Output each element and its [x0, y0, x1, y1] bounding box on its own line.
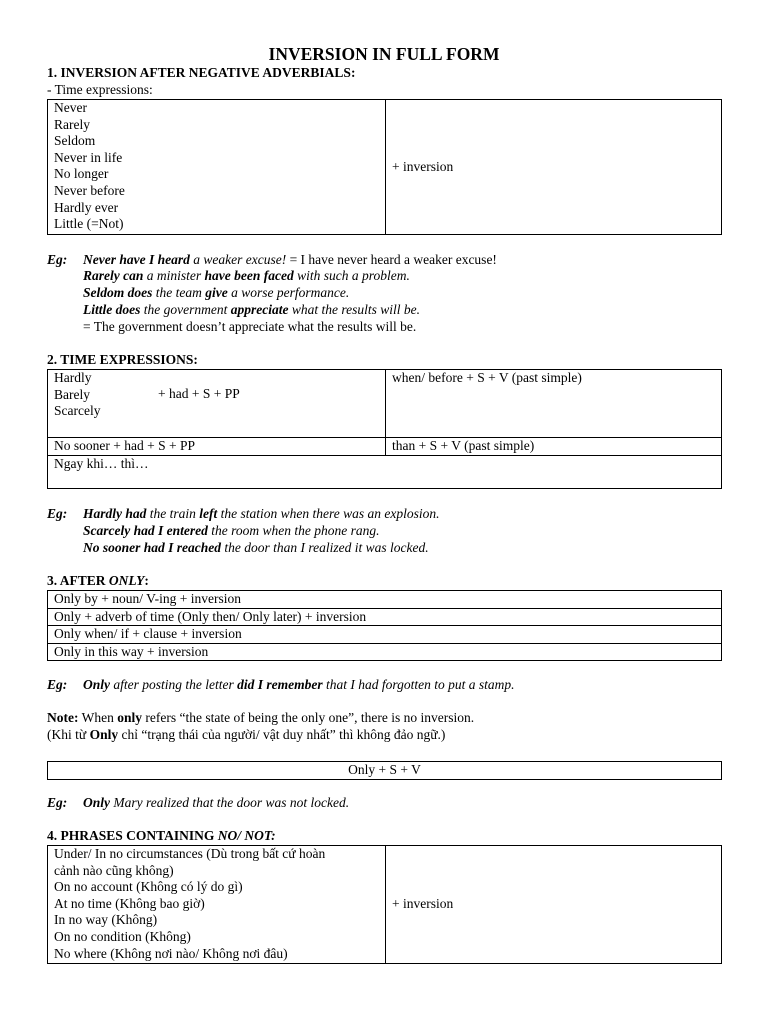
example-line: [83, 523, 379, 540]
note-line-vi: [47, 727, 445, 744]
time-expr-item: Hardly: [54, 370, 92, 385]
example-text: a worse performance.: [227, 285, 350, 300]
section-2-heading: 2. TIME EXPRESSIONS:: [47, 352, 198, 367]
emphasis: No sooner had I reached: [83, 540, 222, 555]
example-text: a weaker excuse!: [189, 252, 287, 267]
example-line: = The government doesn’t appreciate what the results will be.: [83, 319, 417, 334]
adverbial-item: Little (=Not): [54, 216, 124, 232]
emphasis: Hardly had: [83, 506, 147, 521]
phrase-item: No where (Không nơi nào/ Không nơi đâu): [54, 945, 288, 961]
example-text: the station when there was an explosion.: [217, 506, 440, 521]
meaning-cell: Ngay khi… thì…: [48, 456, 722, 489]
section-2-table: [47, 369, 722, 489]
example-text: the government: [140, 302, 231, 317]
emphasis: Only: [83, 795, 110, 810]
emphasis: appreciate: [230, 302, 289, 317]
section-1-table: [47, 99, 722, 235]
than-cell: than + S + V (past simple): [386, 438, 722, 456]
example-line: [83, 795, 349, 812]
phrase-item: In no way (Không): [54, 912, 158, 928]
eg-label: Eg:: [47, 506, 68, 521]
only-formula: Only + S + V: [48, 762, 722, 780]
heading-emphasis: NO/ NOT:: [217, 828, 276, 843]
section-1-heading: 1. INVERSION AFTER NEGATIVE ADVERBIALS:: [47, 65, 356, 80]
adverbial-item: Hardly ever: [54, 199, 119, 215]
emphasis: Little does: [83, 302, 141, 317]
phrase-item: cảnh nào cũng không): [54, 862, 174, 878]
heading-text: 4. PHRASES CONTAINING: [47, 828, 218, 843]
section-1-subheading: - Time expressions:: [47, 82, 153, 97]
note-text: When: [78, 710, 118, 725]
note-emphasis: Only: [89, 727, 119, 742]
phrase-item: On no condition (Không): [54, 928, 191, 944]
example-text: that I had forgotten to put a stamp.: [322, 677, 515, 692]
time-expr-item: Barely: [54, 386, 90, 402]
adverbial-item: Never before: [54, 182, 125, 198]
emphasis: did I remember: [237, 677, 323, 692]
heading-emphasis: ONLY: [108, 573, 145, 588]
page-title: INVERSION IN FULL FORM: [268, 44, 500, 64]
example-text: the room when the phone rang.: [207, 523, 380, 538]
only-rule-row: Only by + noun/ V-ing + inversion: [48, 591, 722, 609]
example-text: with such a problem.: [293, 268, 410, 283]
adverbials-cell: [48, 100, 386, 235]
adverbial-item: No longer: [54, 166, 109, 182]
example-text: the team: [152, 285, 206, 300]
example-line: [83, 677, 515, 694]
time-expr-item: Scarcely: [54, 403, 101, 419]
example-text: what the results will be.: [288, 302, 420, 317]
emphasis: give: [205, 285, 228, 300]
note-label: Note:: [47, 710, 79, 725]
section-3-heading: [47, 573, 149, 590]
section-4-heading: [47, 828, 276, 845]
emphasis: Never have I heard: [83, 252, 190, 267]
note-text: refers “the state of being the only one”, there is no inversion.: [142, 710, 475, 725]
note-emphasis: only: [117, 710, 142, 725]
heading-text: :: [144, 573, 149, 588]
example-line: [83, 285, 349, 302]
when-before-cell: when/ before + S + V (past simple): [386, 370, 722, 438]
example-text: = I have never heard a weaker excuse!: [286, 252, 497, 267]
eg-label: Eg:: [47, 677, 68, 692]
emphasis: Seldom does: [83, 285, 153, 300]
section-4-table: [47, 845, 722, 964]
only-rule-row: Only in this way + inversion: [48, 643, 722, 661]
only-rule-row: Only + adverb of time (Only then/ Only later) + inversion: [48, 608, 722, 626]
example-text: the train: [146, 506, 200, 521]
section-3-table: [47, 590, 722, 661]
example-line: [83, 252, 497, 269]
only-formula-table: [47, 761, 722, 780]
example-text: after posting the letter: [110, 677, 238, 692]
heading-text: 3. AFTER: [47, 573, 109, 588]
inversion-cell: + inversion: [386, 846, 722, 964]
example-text: a minister: [143, 268, 205, 283]
emphasis: have been faced: [204, 268, 294, 283]
example-line: [83, 302, 420, 319]
adverbial-item: Rarely: [54, 116, 90, 132]
emphasis: Only: [83, 677, 110, 692]
emphasis: left: [199, 506, 218, 521]
adverbial-item: Never in life: [54, 149, 123, 165]
eg-label: Eg:: [47, 795, 68, 810]
example-text: the door than I realized it was locked.: [221, 540, 429, 555]
example-line: [83, 268, 410, 285]
time-expr-cell: [48, 370, 386, 438]
example-text: Mary realized that the door was not locked.: [110, 795, 350, 810]
phrase-item: At no time (Không bao giờ): [54, 895, 205, 911]
adverbial-item: Seldom: [54, 133, 96, 149]
inversion-cell: + inversion: [386, 100, 722, 235]
eg-label: Eg:: [47, 252, 68, 267]
adverbial-item: Never: [54, 100, 87, 115]
note-text: (Khi từ: [47, 727, 90, 742]
time-expr-formula: + had + S + PP: [158, 386, 240, 401]
emphasis: Rarely can: [83, 268, 144, 283]
note-line: [47, 710, 474, 727]
emphasis: Scarcely had I entered: [83, 523, 208, 538]
note-text: chỉ “trạng thái của người/ vật duy nhất” thì không đảo ngữ.): [118, 727, 446, 742]
example-line: [83, 540, 429, 557]
no-sooner-cell: No sooner + had + S + PP: [48, 438, 386, 456]
phrase-item: Under/ In no circumstances (Dù trong bất cứ hoàn: [54, 846, 326, 861]
only-rule-row: Only when/ if + clause + inversion: [48, 626, 722, 644]
example-line: [83, 506, 440, 523]
phrases-cell: [48, 846, 386, 964]
phrase-item: On no account (Không có lý do gì): [54, 879, 243, 895]
